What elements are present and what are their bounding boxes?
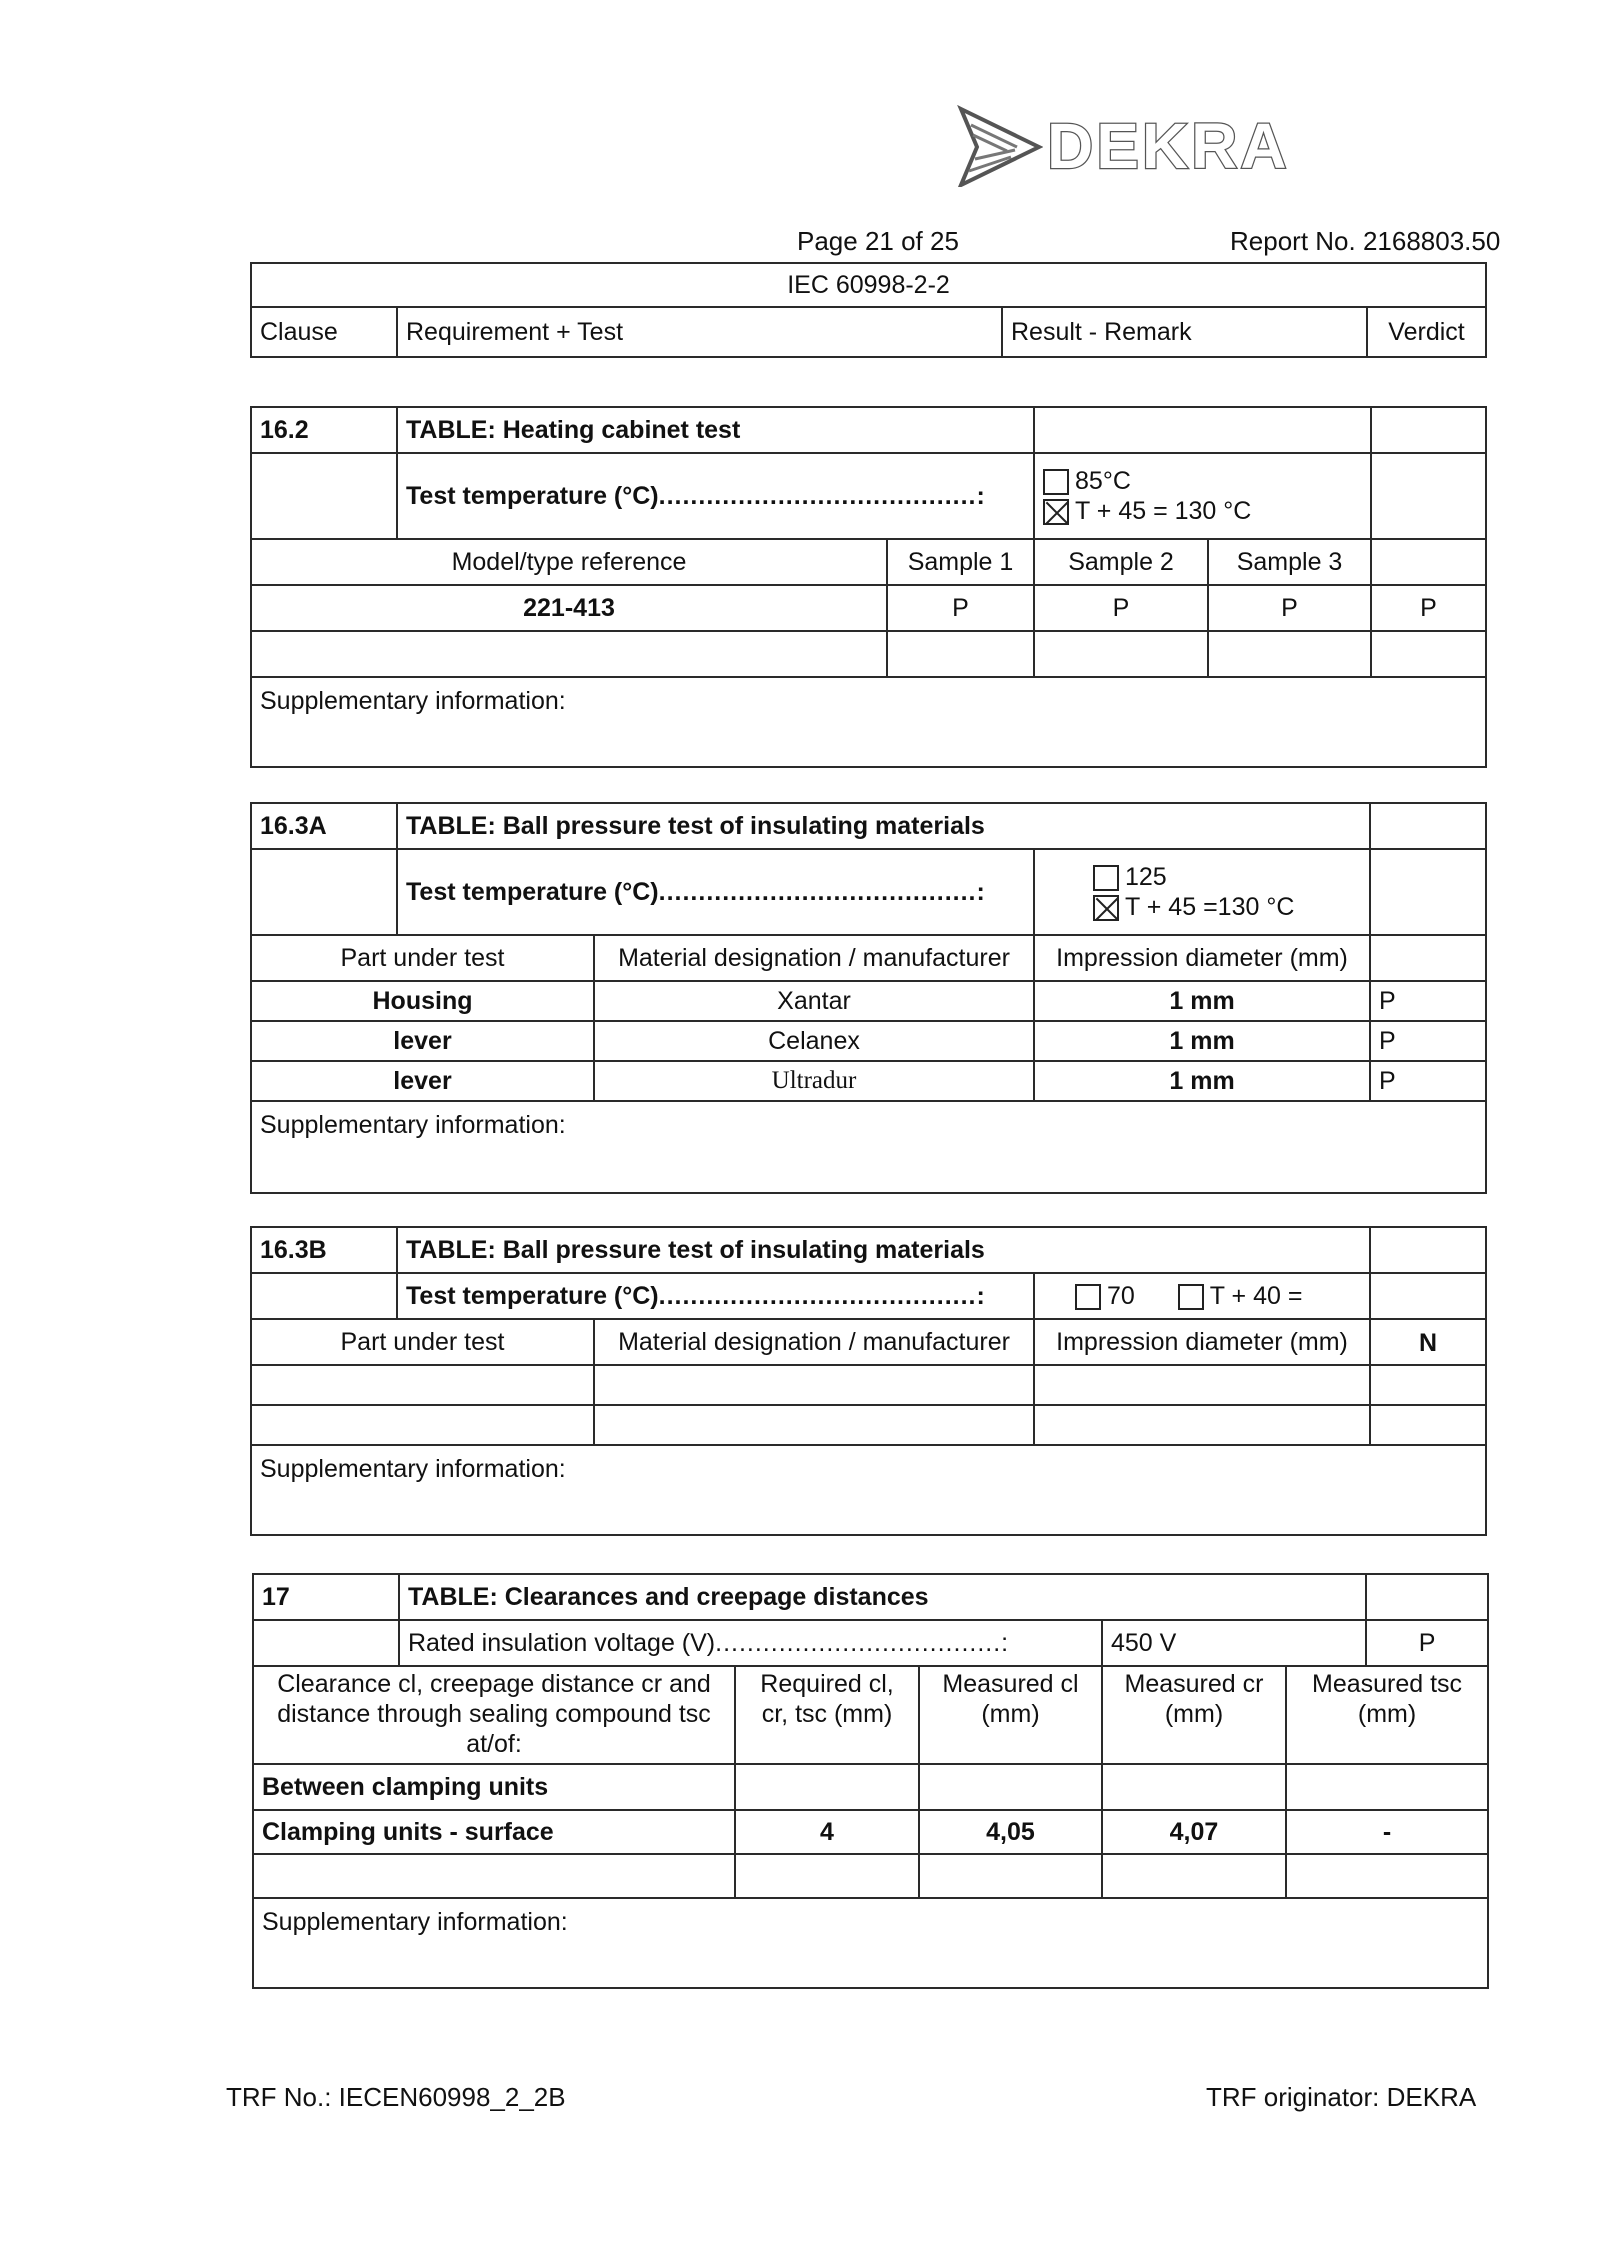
table-16-3a: [250, 802, 1487, 1194]
clause-16-3a: 16.3A: [251, 803, 397, 849]
empty-cell: [251, 849, 397, 935]
verdict-cell: [1370, 1273, 1486, 1319]
verdict-cell: [1370, 849, 1486, 935]
sample-1-value: P: [887, 585, 1034, 631]
table-verdict: N: [1370, 1319, 1486, 1365]
material-value: Celanex: [594, 1021, 1034, 1061]
part-value: lever: [251, 1021, 594, 1061]
temperature-options: [1034, 849, 1370, 935]
col-impression: Impression diameter (mm): [1034, 935, 1370, 981]
verdict-cell: [1371, 407, 1486, 453]
table-row: [253, 1764, 1488, 1810]
col-model-reference: Model/type reference: [251, 539, 887, 585]
trf-originator: TRF originator: DEKRA: [1206, 2082, 1477, 2112]
supplementary-info: Supplementary information:: [251, 1445, 1486, 1535]
option-t40-label: T + 40 =: [1209, 1282, 1303, 1310]
result-cell: [1034, 407, 1371, 453]
leader-dots: ........................................:: [658, 878, 986, 906]
checkbox-125[interactable]: [1093, 865, 1119, 891]
temperature-options: [1034, 453, 1371, 539]
temperature-options: [1034, 1273, 1370, 1319]
col-verdict: Verdict: [1367, 307, 1486, 357]
header-table: [250, 262, 1487, 358]
col-sample-2: Sample 2: [1034, 539, 1208, 585]
checkbox-t45-checked[interactable]: [1043, 499, 1069, 525]
part-value: Housing: [251, 981, 594, 1021]
test-temperature-label: Test temperature (°C): [406, 482, 659, 510]
table-17: [252, 1573, 1489, 1989]
rated-voltage-value: 450 V: [1102, 1620, 1366, 1666]
test-temperature-row: [397, 849, 1034, 935]
dekra-logo: [955, 105, 1290, 195]
test-temperature-label: Test temperature (°C): [406, 878, 659, 906]
table-title: TABLE: Ball pressure test of insulating materials: [397, 803, 1370, 849]
table-verdict: P: [1366, 1620, 1488, 1666]
desc-value: Clamping units - surface: [253, 1810, 735, 1854]
empty-cell: [251, 1273, 397, 1319]
col-sample-1: Sample 1: [887, 539, 1034, 585]
table-row: [251, 1365, 1486, 1405]
table-title: TABLE: Clearances and creepage distances: [399, 1574, 1366, 1620]
measured-cr-value: 4,07: [1102, 1810, 1286, 1854]
table-row: [251, 631, 1486, 677]
model-value: 221-413: [251, 585, 887, 631]
verdict-cell: [1370, 803, 1486, 849]
leader-dots: ........................................:: [658, 1282, 986, 1310]
supplementary-info: Supplementary information:: [251, 677, 1486, 767]
table-row: [253, 1810, 1488, 1854]
material-value: Xantar: [594, 981, 1034, 1021]
test-temperature-row: [397, 453, 1034, 539]
verdict-cell: [1371, 539, 1486, 585]
test-temperature-label: Test temperature (°C): [406, 1282, 659, 1310]
impression-value: 1 mm: [1034, 981, 1370, 1021]
verdict-cell: [1366, 1574, 1488, 1620]
option-t45-label: T + 45 = 130 °C: [1075, 497, 1252, 525]
verdict-cell: [1370, 935, 1486, 981]
measured-cl-value: 4,05: [919, 1810, 1102, 1854]
rated-voltage-row: [399, 1620, 1102, 1666]
checkbox-70[interactable]: [1075, 1284, 1101, 1310]
table-title: TABLE: Ball pressure test of insulating materials: [397, 1227, 1370, 1273]
clause-16-3b: 16.3B: [251, 1227, 397, 1273]
col-part-under-test: Part under test: [251, 935, 594, 981]
impression-value: 1 mm: [1034, 1061, 1370, 1101]
option-t45-label: T + 45 =130 °C: [1125, 893, 1295, 921]
col-impression: Impression diameter (mm): [1034, 1319, 1370, 1365]
col-description: Clearance cl, creepage distance cr and distance through sealing compound tsc at/of:: [253, 1666, 735, 1764]
table-title: TABLE: Heating cabinet test: [397, 407, 1034, 453]
trf-number: TRF No.: IECEN60998_2_2B: [226, 2082, 566, 2112]
measured-tsc-value: -: [1286, 1810, 1488, 1854]
report-number: Report No. 2168803.50: [1230, 226, 1501, 256]
page-number: Page 21 of 25: [797, 226, 959, 256]
supplementary-info: Supplementary information:: [253, 1898, 1488, 1988]
col-material: Material designation / manufacturer: [594, 1319, 1034, 1365]
leader-dots: ........................................:: [658, 482, 986, 510]
leader-dots: ....................................:: [715, 1629, 1010, 1657]
sample-2-value: P: [1034, 585, 1208, 631]
table-16-2: [250, 406, 1487, 768]
empty-cell: [251, 453, 397, 539]
col-material: Material designation / manufacturer: [594, 935, 1034, 981]
row-verdict: P: [1370, 981, 1486, 1021]
impression-value: 1 mm: [1034, 1021, 1370, 1061]
col-sample-3: Sample 3: [1208, 539, 1371, 585]
option-125-label: 125: [1125, 863, 1167, 891]
sample-3-value: P: [1208, 585, 1371, 631]
col-result: Result - Remark: [1002, 307, 1367, 357]
dekra-logo-text: DEKRA: [1047, 110, 1290, 182]
required-value: 4: [735, 1810, 919, 1854]
row-verdict: P: [1370, 1061, 1486, 1101]
col-clause: Clause: [251, 307, 397, 357]
table-row: [251, 1061, 1486, 1101]
supplementary-info: Supplementary information:: [251, 1101, 1486, 1193]
standard-title: IEC 60998-2-2: [251, 263, 1486, 307]
col-requirement: Requirement + Test: [397, 307, 1002, 357]
material-value: Ultradur: [594, 1061, 1034, 1101]
clause-17: 17: [253, 1574, 399, 1620]
checkbox-t40[interactable]: [1178, 1284, 1204, 1310]
dekra-arrow-logo-icon: [955, 105, 1043, 187]
col-measured-cl: Measured cl (mm): [919, 1666, 1102, 1764]
verdict-cell: [1371, 453, 1486, 539]
col-measured-tsc: Measured tsc (mm): [1286, 1666, 1488, 1764]
part-value: lever: [251, 1061, 594, 1101]
row-verdict: P: [1371, 585, 1486, 631]
rated-voltage-label: Rated insulation voltage (V): [408, 1629, 716, 1657]
table-16-3b: [250, 1226, 1487, 1536]
measured-cr-value: [1102, 1764, 1286, 1810]
test-temperature-row: [397, 1273, 1034, 1319]
option-70-label: 70: [1107, 1282, 1135, 1310]
row-verdict: P: [1370, 1021, 1486, 1061]
checkbox-t45-checked[interactable]: [1093, 895, 1119, 921]
clause-16-2: 16.2: [251, 407, 397, 453]
col-required: Required cl, cr, tsc (mm): [735, 1666, 919, 1764]
measured-tsc-value: [1286, 1764, 1488, 1810]
measured-cl-value: [919, 1764, 1102, 1810]
empty-cell: [253, 1620, 399, 1666]
option-85c-label: 85°C: [1075, 467, 1131, 495]
col-part-under-test: Part under test: [251, 1319, 594, 1365]
desc-value: Between clamping units: [253, 1764, 735, 1810]
checkbox-85c[interactable]: [1043, 469, 1069, 495]
table-row: [251, 585, 1486, 631]
table-row: [251, 981, 1486, 1021]
verdict-cell: [1370, 1227, 1486, 1273]
col-measured-cr: Measured cr (mm): [1102, 1666, 1286, 1764]
table-row: [253, 1854, 1488, 1898]
required-value: [735, 1764, 919, 1810]
table-row: [251, 1405, 1486, 1445]
table-row: [251, 1021, 1486, 1061]
